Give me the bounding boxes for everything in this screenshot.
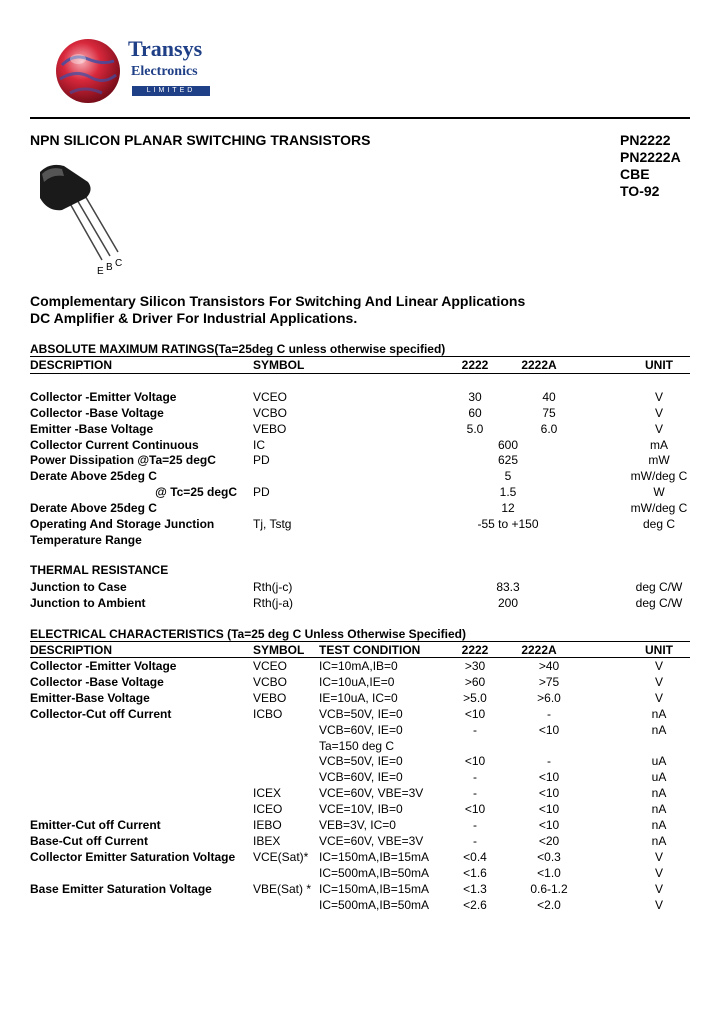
elec-header-cond: TEST CONDITION bbox=[319, 643, 421, 657]
company-subname: Electronics bbox=[131, 64, 198, 79]
elec-condition: VCB=50V, IE=0 bbox=[319, 706, 403, 721]
elec-value-2222a: - bbox=[547, 754, 551, 769]
thermal-unit: deg C/W bbox=[635, 580, 683, 594]
elec-title: ELECTRICAL CHARACTERISTICS (Ta=25 deg C Unless Otherwise Specified) bbox=[30, 627, 466, 641]
company-logo-globe-icon bbox=[52, 35, 124, 107]
abs-max-value-2222: 60 bbox=[468, 405, 482, 420]
abs-max-desc: Derate Above 25deg C bbox=[30, 469, 157, 484]
elec-condition: IC=150mA,IB=15mA bbox=[319, 849, 430, 864]
pin-label-e: E bbox=[97, 266, 104, 277]
abs-max-unit: deg C bbox=[642, 516, 676, 531]
abs-max-value-2222a: 40 bbox=[542, 390, 556, 404]
elec-condition: IC=10uA,IE=0 bbox=[319, 674, 395, 689]
elec-value-2222: <0.4 bbox=[463, 849, 487, 864]
abs-max-desc: Collector -Emitter Voltage bbox=[30, 390, 177, 404]
abs-max-unit: mW/deg C bbox=[630, 469, 688, 484]
elec-condition: IC=500mA,IB=50mA bbox=[319, 897, 430, 912]
elec-unit: V bbox=[654, 849, 664, 864]
elec-condition: IC=150mA,IB=15mA bbox=[319, 881, 430, 896]
elec-desc: Collector -Base Voltage bbox=[30, 674, 164, 689]
elec-row bbox=[0, 753, 720, 769]
elec-condition: VCE=60V, VBE=3V bbox=[319, 786, 424, 801]
abs-max-value: -55 to +150 bbox=[477, 516, 539, 531]
elec-value-2222a: <0.3 bbox=[537, 849, 561, 864]
package-label: TO-92 bbox=[620, 183, 660, 199]
elec-condition: IC=500mA,IB=50mA bbox=[319, 865, 430, 880]
abs-max-row bbox=[0, 421, 720, 437]
elec-value-2222: >30 bbox=[464, 659, 486, 673]
elec-row bbox=[0, 674, 720, 690]
abs-max-unit: mA bbox=[650, 437, 668, 452]
elec-value-2222: <10 bbox=[464, 802, 486, 817]
elec-unit: nA bbox=[651, 802, 667, 817]
thermal-value: 83.3 bbox=[496, 580, 520, 594]
abs-max-value: 12 bbox=[501, 500, 515, 515]
elec-desc: Base-Cut off Current bbox=[30, 833, 149, 848]
elec-unit: V bbox=[654, 881, 664, 896]
elec-value-2222: <10 bbox=[464, 706, 486, 721]
abs-max-row bbox=[0, 532, 720, 548]
elec-condition: VCB=50V, IE=0 bbox=[319, 754, 403, 769]
elec-unit: V bbox=[654, 659, 664, 673]
elec-unit: V bbox=[654, 897, 664, 912]
elec-value-2222: - bbox=[473, 833, 477, 848]
description-line-2: DC Amplifier & Driver For Industrial Applications. bbox=[30, 310, 358, 326]
elec-desc: Emitter-Cut off Current bbox=[30, 818, 161, 832]
abs-max-value: 625 bbox=[497, 453, 519, 468]
abs-max-value: 5 bbox=[504, 469, 512, 484]
elec-row bbox=[0, 801, 720, 817]
abs-max-row bbox=[0, 468, 720, 484]
elec-desc: Collector -Emitter Voltage bbox=[30, 659, 177, 673]
elec-condition: Ta=150 deg C bbox=[319, 738, 395, 753]
elec-row bbox=[0, 897, 720, 913]
part-number-1: PN2222 bbox=[620, 132, 671, 148]
elec-header-unit: UNIT bbox=[645, 643, 673, 657]
thermal-title: THERMAL RESISTANCE bbox=[30, 563, 169, 577]
elec-unit: V bbox=[654, 865, 664, 880]
elec-symbol: VBE(Sat) * bbox=[253, 881, 312, 896]
elec-value-2222: - bbox=[473, 818, 477, 832]
elec-value-2222a: >40 bbox=[538, 659, 560, 673]
abs-max-symbol: VEBO bbox=[253, 421, 287, 436]
elec-unit: nA bbox=[651, 722, 667, 737]
abs-max-value-2222a: 75 bbox=[542, 405, 556, 420]
elec-value-2222a: <2.0 bbox=[537, 897, 561, 912]
elec-value-2222a: >75 bbox=[538, 674, 560, 689]
elec-value-2222a: <20 bbox=[538, 833, 560, 848]
elec-value-2222: >60 bbox=[464, 674, 486, 689]
elec-value-2222a: >6.0 bbox=[537, 690, 561, 705]
elec-row bbox=[0, 706, 720, 722]
abs-max-symbol: IC bbox=[253, 437, 265, 452]
abs-max-symbol: Tj, Tstg bbox=[253, 516, 292, 531]
abs-max-unit: W bbox=[653, 485, 665, 500]
elec-desc: Base Emitter Saturation Voltage bbox=[30, 881, 212, 896]
abs-max-row bbox=[0, 405, 720, 421]
elec-value-2222: - bbox=[473, 770, 477, 785]
elec-value-2222: <10 bbox=[464, 754, 486, 769]
elec-desc: Emitter-Base Voltage bbox=[30, 690, 150, 705]
abs-max-unit: mW/deg C bbox=[630, 500, 688, 515]
elec-unit: nA bbox=[651, 786, 667, 801]
elec-value-2222a: <10 bbox=[538, 722, 560, 737]
abs-max-desc: Derate Above 25deg C bbox=[30, 500, 157, 515]
elec-symbol: VCBO bbox=[253, 674, 288, 689]
elec-row bbox=[0, 658, 720, 674]
elec-value-2222: <2.6 bbox=[463, 897, 487, 912]
abs-max-desc: Collector -Base Voltage bbox=[30, 405, 164, 420]
pinout-label: CBE bbox=[620, 166, 650, 182]
elec-row bbox=[0, 881, 720, 897]
part-number-2: PN2222A bbox=[620, 149, 681, 165]
elec-row bbox=[0, 817, 720, 833]
abs-max-value-2222a: 6.0 bbox=[540, 421, 558, 436]
elec-condition: IC=10mA,IB=0 bbox=[319, 659, 398, 673]
abs-max-row bbox=[0, 516, 720, 532]
elec-value-2222a: <10 bbox=[538, 770, 560, 785]
elec-header-b: 2222A bbox=[521, 643, 557, 657]
page-title: NPN SILICON PLANAR SWITCHING TRANSISTORS bbox=[30, 132, 371, 148]
elec-value-2222a: 0.6-1.2 bbox=[530, 881, 568, 896]
elec-row bbox=[0, 865, 720, 881]
abs-max-unit: V bbox=[654, 421, 664, 436]
elec-header bbox=[0, 642, 720, 658]
abs-max-header-sym: SYMBOL bbox=[253, 358, 305, 372]
pin-label-c: C bbox=[115, 258, 123, 269]
description-line-1: Complementary Silicon Transistors For Switching And Linear Applications bbox=[30, 293, 526, 309]
elec-unit: nA bbox=[651, 818, 667, 832]
abs-max-header-rule bbox=[30, 373, 690, 374]
elec-row bbox=[0, 738, 720, 754]
elec-desc: Collector Emitter Saturation Voltage bbox=[30, 849, 236, 864]
elec-symbol: IBEX bbox=[253, 833, 281, 848]
elec-header-desc: DESCRIPTION bbox=[30, 643, 113, 657]
abs-max-symbol: PD bbox=[253, 453, 270, 468]
elec-symbol: ICEO bbox=[253, 802, 283, 817]
elec-condition: VCB=60V, IE=0 bbox=[319, 770, 403, 785]
abs-max-unit: V bbox=[654, 405, 664, 420]
abs-max-symbol: VCEO bbox=[253, 390, 288, 404]
elec-symbol: VCEO bbox=[253, 659, 288, 673]
abs-max-desc: Temperature Range bbox=[30, 532, 142, 547]
elec-unit: V bbox=[654, 690, 664, 705]
abs-max-desc: Collector Current Continuous bbox=[30, 437, 199, 452]
thermal-row bbox=[0, 595, 720, 611]
abs-max-unit: V bbox=[654, 390, 664, 404]
abs-max-value-2222: 30 bbox=[468, 390, 482, 404]
abs-max-row bbox=[0, 500, 720, 516]
elec-symbol: IEBO bbox=[253, 818, 282, 832]
elec-header-a: 2222 bbox=[461, 643, 489, 657]
elec-symbol: VEBO bbox=[253, 690, 287, 705]
abs-max-desc: Emitter -Base Voltage bbox=[30, 421, 154, 436]
elec-value-2222: - bbox=[473, 786, 477, 801]
elec-condition: VCE=60V, VBE=3V bbox=[319, 833, 424, 848]
elec-value-2222: <1.3 bbox=[463, 881, 487, 896]
abs-max-header-b: 2222A bbox=[521, 358, 557, 372]
abs-max-row bbox=[0, 437, 720, 453]
elec-value-2222a: <10 bbox=[538, 786, 560, 801]
elec-condition: VCE=10V, IB=0 bbox=[319, 802, 403, 817]
abs-max-desc: @ Tc=25 degC bbox=[155, 485, 237, 500]
abs-max-title: ABSOLUTE MAXIMUM RATINGS(Ta=25deg C unless otherwise specified) bbox=[30, 342, 446, 356]
elec-value-2222a: <10 bbox=[538, 802, 560, 817]
elec-row bbox=[0, 769, 720, 785]
abs-max-desc: Power Dissipation @Ta=25 degC bbox=[30, 453, 216, 468]
elec-value-2222a: <10 bbox=[538, 818, 560, 832]
elec-desc: Collector-Cut off Current bbox=[30, 706, 172, 721]
elec-unit: nA bbox=[651, 833, 667, 848]
elec-value-2222: <1.6 bbox=[463, 865, 487, 880]
header-divider bbox=[30, 117, 690, 119]
abs-max-row bbox=[0, 452, 720, 468]
abs-max-header-a: 2222 bbox=[461, 358, 489, 372]
elec-symbol: ICBO bbox=[253, 706, 283, 721]
pin-label-b: B bbox=[106, 262, 113, 273]
elec-condition: VEB=3V, IC=0 bbox=[319, 818, 396, 832]
abs-max-row bbox=[0, 484, 720, 500]
elec-header-sym: SYMBOL bbox=[253, 643, 305, 657]
abs-max-symbol: PD bbox=[253, 485, 270, 500]
elec-unit: uA bbox=[651, 770, 667, 785]
thermal-unit: deg C/W bbox=[635, 596, 683, 610]
company-tag: LIMITED bbox=[132, 86, 210, 96]
abs-max-desc: Operating And Storage Junction bbox=[30, 516, 215, 531]
abs-max-header-desc: DESCRIPTION bbox=[30, 358, 113, 372]
elec-value-2222a: <1.0 bbox=[537, 865, 561, 880]
elec-unit: uA bbox=[651, 754, 667, 769]
elec-value-2222: >5.0 bbox=[463, 690, 487, 705]
elec-symbol: VCE(Sat)* bbox=[253, 849, 309, 864]
thermal-symbol: Rth(j-c) bbox=[253, 580, 293, 594]
abs-max-header-unit: UNIT bbox=[645, 358, 673, 372]
to92-transistor-icon bbox=[30, 160, 140, 280]
abs-max-header bbox=[0, 357, 720, 373]
elec-row bbox=[0, 722, 720, 738]
abs-max-unit: mW bbox=[648, 453, 670, 468]
company-name: Transys bbox=[128, 36, 203, 61]
elec-unit: nA bbox=[651, 706, 667, 721]
elec-row bbox=[0, 785, 720, 801]
elec-value-2222: - bbox=[473, 722, 477, 737]
elec-condition: IE=10uA, IC=0 bbox=[319, 690, 398, 705]
abs-max-value: 600 bbox=[497, 437, 519, 452]
thermal-symbol: Rth(j-a) bbox=[253, 596, 294, 610]
abs-max-value: 1.5 bbox=[499, 485, 517, 500]
thermal-row bbox=[0, 579, 720, 595]
elec-row bbox=[0, 833, 720, 849]
elec-value-2222a: - bbox=[547, 706, 551, 721]
elec-symbol: ICEX bbox=[253, 786, 282, 801]
abs-max-value-2222: 5.0 bbox=[466, 421, 484, 436]
elec-unit: V bbox=[654, 674, 664, 689]
thermal-desc: Junction to Case bbox=[30, 580, 127, 594]
abs-max-row bbox=[0, 389, 720, 405]
thermal-value: 200 bbox=[497, 596, 519, 610]
elec-row bbox=[0, 690, 720, 706]
elec-row bbox=[0, 849, 720, 865]
abs-max-symbol: VCBO bbox=[253, 405, 288, 420]
thermal-desc: Junction to Ambient bbox=[30, 596, 146, 610]
elec-condition: VCB=60V, IE=0 bbox=[319, 722, 403, 737]
